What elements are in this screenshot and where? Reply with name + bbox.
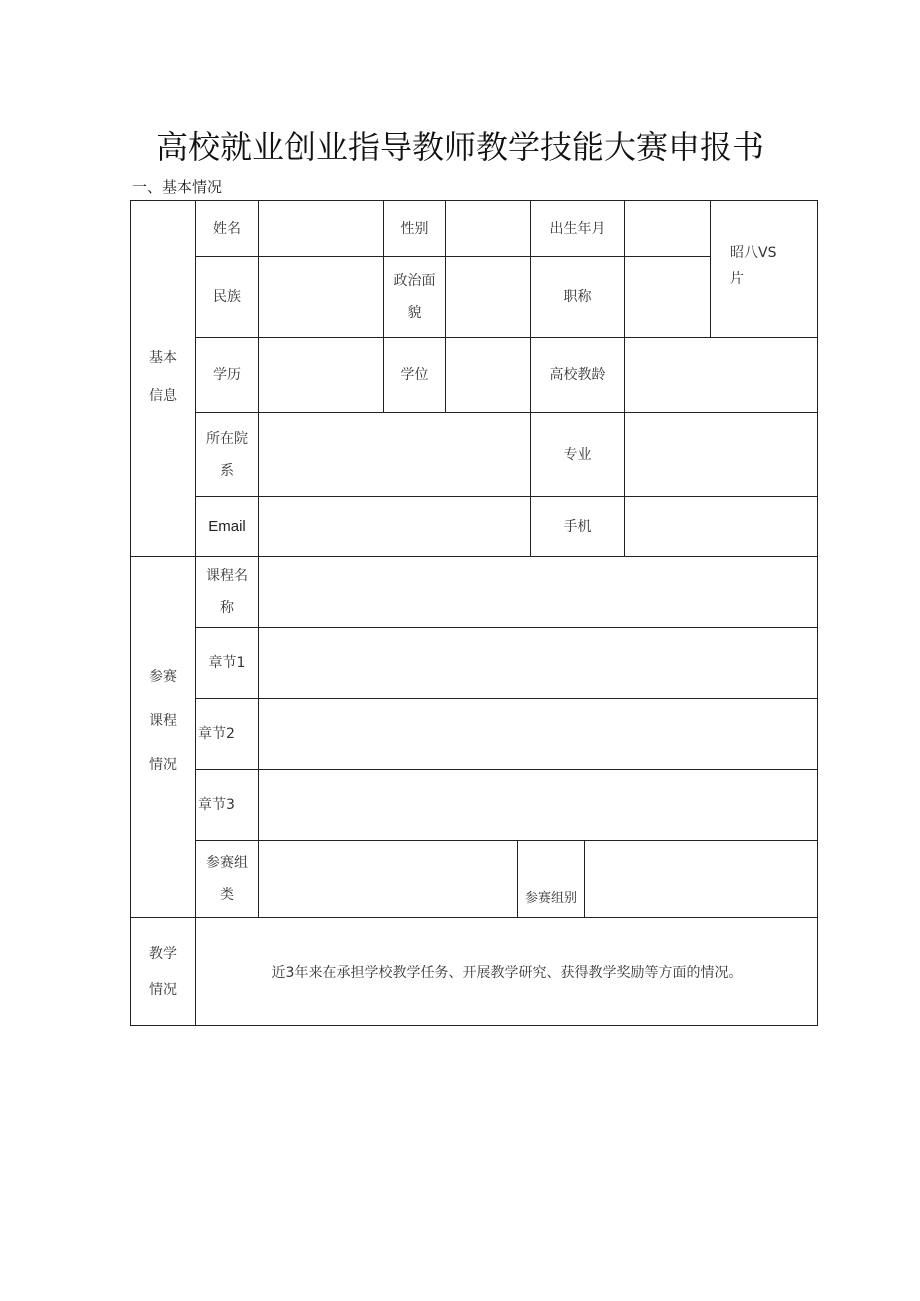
input-group-type[interactable] [585,841,817,917]
label-gender: 性别 [400,220,429,237]
input-category[interactable] [259,841,517,917]
label-chapter-1: 章节1 [208,655,246,671]
group-label-basic: 基本 信息 [149,350,177,404]
input-education[interactable] [259,338,383,412]
input-phone[interactable] [625,497,817,556]
input-title[interactable] [625,257,710,337]
input-email[interactable] [259,497,530,556]
label-email: Email [208,517,246,535]
label-chapter-3: 章节3 [198,797,235,813]
label-category: 参赛组 类 [206,855,248,903]
label-degree: 学位 [400,367,429,383]
table-border-right [817,200,818,1026]
input-name[interactable] [259,201,383,256]
label-phone: 手机 [563,518,592,535]
label-course-name: 课程名 称 [206,568,248,616]
table-border-left [130,200,131,1026]
input-politics[interactable] [446,257,530,337]
group-label-course: 参赛 课程 情况 [149,669,177,773]
label-title: 职称 [563,289,592,305]
label-department: 所在院 系 [206,430,248,479]
page-title: 高校就业创业指导教师教学技能大赛申报书 [155,128,764,166]
input-major[interactable] [625,413,817,496]
teaching-note: 近3年来在承担学校教学任务、开展教学研究、获得教学奖励等方面的情况。 [271,965,743,981]
input-chapter-3[interactable] [259,770,817,840]
input-chapter-1[interactable] [259,628,817,698]
label-chapter-2: 章节2 [198,726,235,742]
label-teaching-years: 高校教龄 [549,367,606,383]
label-birth: 出生年月 [549,220,606,237]
input-teaching-years[interactable] [625,338,817,412]
label-name: 姓名 [213,220,241,237]
input-chapter-2[interactable] [259,699,817,769]
input-course-name[interactable] [259,557,817,627]
col-divider [710,200,711,337]
label-group-type: 参赛组别 [524,891,577,906]
label-major: 专业 [563,446,592,463]
input-birth[interactable] [625,201,710,256]
input-ethnicity[interactable] [259,257,383,337]
label-politics: 政治面 貌 [393,273,436,321]
input-degree[interactable] [446,338,530,412]
photo-placeholder: 昭八VS 片 [730,245,777,287]
label-ethnicity: 民族 [213,289,241,305]
section-heading: 一、基本情况 [132,178,223,196]
group-label-teaching: 教学 情况 [149,946,177,998]
input-gender[interactable] [446,201,530,256]
label-education: 学历 [213,367,241,383]
input-department[interactable] [259,413,530,496]
